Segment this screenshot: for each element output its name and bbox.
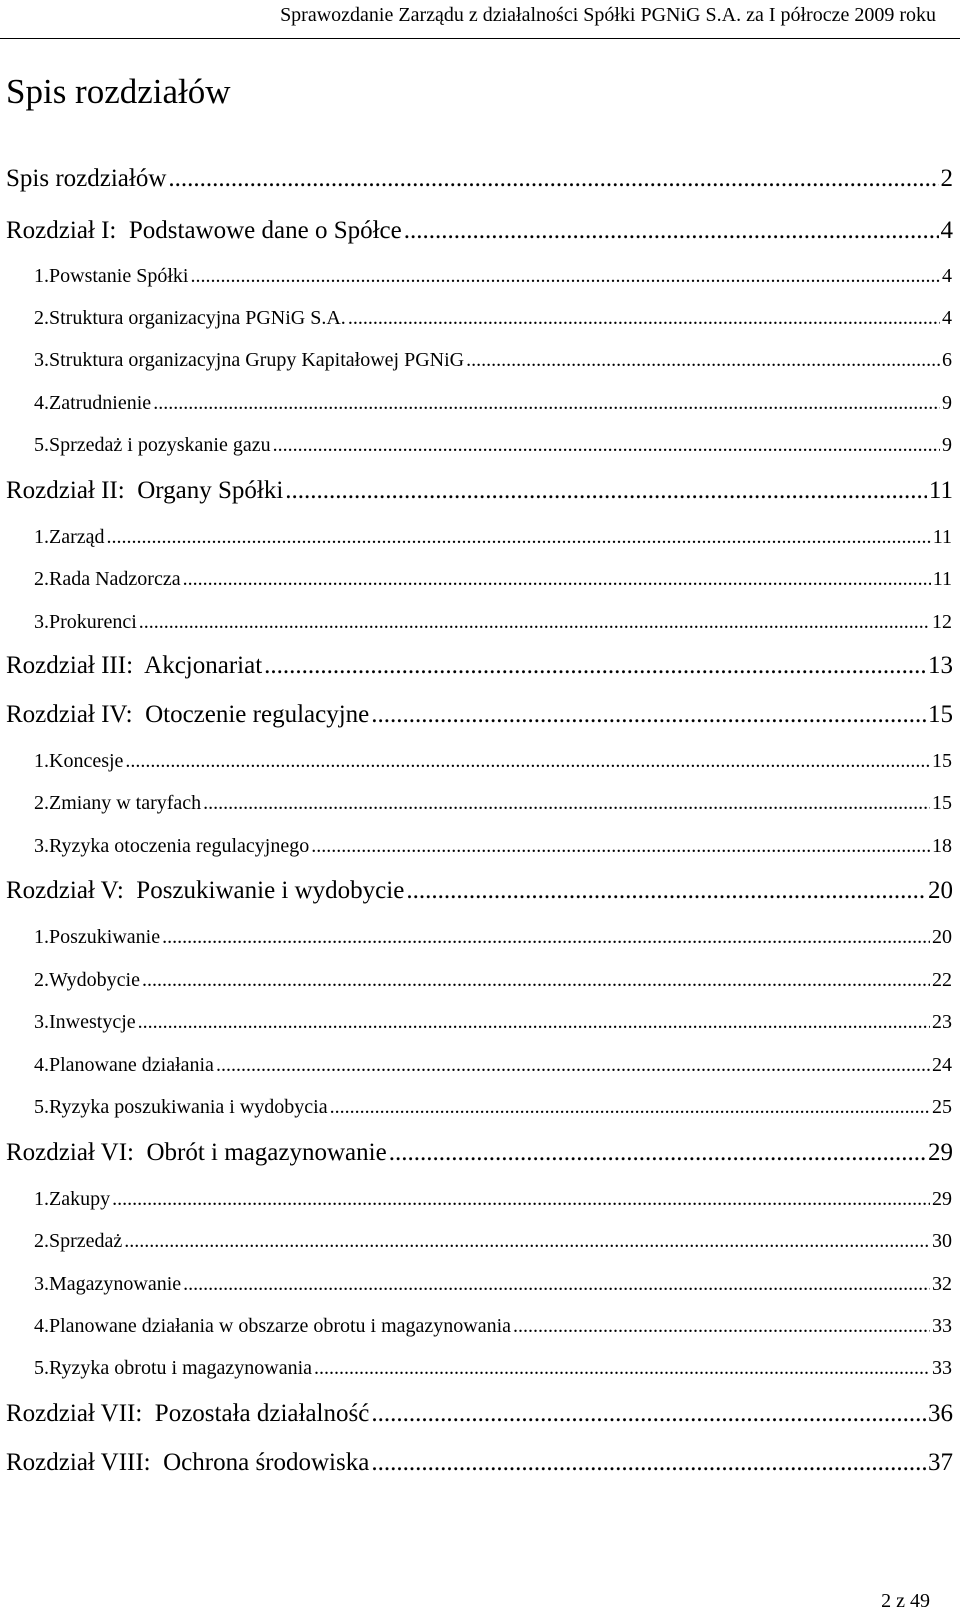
toc-dot-leader xyxy=(168,165,938,193)
toc-entry-label: Planowane działania xyxy=(49,1054,214,1076)
toc-entry[interactable] xyxy=(34,969,952,992)
toc-dot-leader xyxy=(404,217,939,245)
toc-entry-number: 1. xyxy=(34,926,49,948)
toc-entry[interactable] xyxy=(6,477,953,505)
toc-entry-label: Ryzyka obrotu i magazynowania xyxy=(49,1357,313,1379)
toc-entry-page: 25 xyxy=(932,1096,952,1118)
toc-entry-label: Rozdział V: Poszukiwanie i wydobycie xyxy=(6,877,405,904)
toc-entry[interactable] xyxy=(6,877,953,905)
toc-entry-page: 20 xyxy=(928,877,953,904)
toc-entry-page: 18 xyxy=(932,835,952,857)
toc-entry[interactable] xyxy=(34,349,952,372)
toc-entry-number: 4. xyxy=(34,1315,49,1337)
toc-dot-leader xyxy=(406,877,926,905)
toc-dot-leader xyxy=(273,434,940,457)
toc-entry-label: Poszukiwanie xyxy=(49,926,161,948)
toc-dot-leader xyxy=(183,568,931,591)
toc-entry-label: Ryzyka poszukiwania i wydobycia xyxy=(49,1096,328,1118)
toc-entry-label: Struktura organizacyjna PGNiG S.A. xyxy=(49,307,346,329)
toc-dot-leader xyxy=(389,1139,926,1167)
toc-entry-page: 30 xyxy=(932,1230,952,1252)
toc-entry[interactable] xyxy=(34,750,952,773)
toc-entry-number: 4. xyxy=(34,392,49,414)
toc-entry[interactable] xyxy=(34,1357,952,1380)
page-title: Spis rozdziałów xyxy=(6,72,231,111)
toc-entry-label: Rozdział VI: Obrót i magazynowanie xyxy=(6,1139,387,1166)
toc-dot-leader xyxy=(162,926,930,949)
toc-entry-label: Spis rozdziałów xyxy=(6,165,167,192)
toc-entry-label: Sprzedaż i pozyskanie gazu xyxy=(49,434,271,456)
toc-entry-label: Rada Nadzorcza xyxy=(49,568,181,590)
toc-entry-label: Zarząd xyxy=(49,526,105,548)
toc-dot-leader xyxy=(183,1273,930,1296)
toc-entry-page: 37 xyxy=(928,1449,953,1476)
toc-entry[interactable] xyxy=(6,217,953,245)
toc-dot-leader xyxy=(112,1188,930,1211)
toc-entry-page: 9 xyxy=(942,434,952,456)
toc-entry-label: Magazynowanie xyxy=(49,1273,182,1295)
toc-entry[interactable] xyxy=(6,1139,953,1167)
toc-dot-leader xyxy=(285,477,927,505)
toc-entry-page: 33 xyxy=(932,1357,952,1379)
toc-entry[interactable] xyxy=(34,835,952,858)
toc-dot-leader xyxy=(466,349,940,372)
toc-entry-number: 3. xyxy=(34,1273,49,1295)
toc-entry-label: Koncesje xyxy=(49,750,124,772)
toc-entry-number: 5. xyxy=(34,1096,49,1118)
toc-entry[interactable] xyxy=(34,568,952,591)
toc-entry-page: 11 xyxy=(928,477,953,504)
toc-entry-page: 20 xyxy=(932,926,952,948)
toc-entry-page: 29 xyxy=(932,1188,952,1210)
toc-dot-leader xyxy=(330,1096,930,1119)
toc-entry[interactable] xyxy=(34,307,952,330)
toc-entry-number: 3. xyxy=(34,611,49,633)
toc-entry-label: Zakupy xyxy=(49,1188,111,1210)
toc-entry-number: 1. xyxy=(34,265,49,287)
toc-entry-page: 36 xyxy=(928,1400,953,1427)
toc-entry-number: 2. xyxy=(34,969,49,991)
toc-entry-number: 1. xyxy=(34,526,49,548)
toc-entry[interactable] xyxy=(34,1096,952,1119)
toc-entry-number: 2. xyxy=(34,1230,49,1252)
toc-dot-leader xyxy=(264,652,926,680)
toc-dot-leader xyxy=(314,1357,930,1380)
toc-dot-leader xyxy=(142,969,930,992)
toc-entry-label: Sprzedaż xyxy=(49,1230,123,1252)
toc-entry-label: Ryzyka otoczenia regulacyjnego xyxy=(49,835,310,857)
toc-dot-leader xyxy=(125,750,930,773)
toc-entry-number: 3. xyxy=(34,835,49,857)
toc-entry[interactable] xyxy=(34,1054,952,1077)
toc-entry-label: Zmiany w taryfach xyxy=(49,792,202,814)
toc-entry-number: 3. xyxy=(34,349,49,371)
toc-entry-label: Prokurenci xyxy=(49,611,137,633)
toc-entry-label: Rozdział IV: Otoczenie regulacyjne xyxy=(6,701,370,728)
toc-entry[interactable] xyxy=(6,652,953,680)
toc-dot-leader xyxy=(371,1449,926,1477)
toc-entry[interactable] xyxy=(6,701,953,729)
toc-dot-leader xyxy=(348,307,940,330)
toc-entry-label: Rozdział III: Akcjonariat xyxy=(6,652,263,679)
toc-entry-page: 2 xyxy=(940,165,953,192)
toc-entry-page: 12 xyxy=(932,611,952,633)
toc-entry[interactable] xyxy=(34,611,952,634)
toc-entry-label: Powstanie Spółki xyxy=(49,265,189,287)
toc-entry-page: 13 xyxy=(928,652,953,679)
toc-entry-label: Planowane działania w obszarze obrotu i magazynowania xyxy=(49,1315,512,1337)
toc-dot-leader xyxy=(203,792,930,815)
toc-entry-number: 2. xyxy=(34,568,49,590)
toc-entry[interactable] xyxy=(34,265,952,288)
toc-entry[interactable] xyxy=(34,526,952,549)
toc-entry-label: Inwestycje xyxy=(49,1011,136,1033)
toc-entry-number: 3. xyxy=(34,1011,49,1033)
toc-entry-number: 5. xyxy=(34,1357,49,1379)
toc-dot-leader xyxy=(138,1011,930,1034)
page-number: 2 z 49 xyxy=(881,1590,930,1612)
toc-entry-label: Rozdział VIII: Ochrona środowiska xyxy=(6,1449,370,1476)
toc-entry-label: Struktura organizacyjna Grupy Kapitałowej PGNiG xyxy=(49,349,465,371)
toc-entry[interactable] xyxy=(34,792,952,815)
page-header xyxy=(0,0,960,42)
toc-dot-leader xyxy=(371,701,926,729)
toc-dot-leader xyxy=(139,611,930,634)
toc-dot-leader xyxy=(216,1054,930,1077)
toc-entry-page: 4 xyxy=(942,265,952,287)
toc-entry-page: 9 xyxy=(942,392,952,414)
toc-entry[interactable] xyxy=(6,1400,953,1428)
toc-entry-page: 6 xyxy=(942,349,952,371)
toc-entry[interactable] xyxy=(34,392,952,415)
toc-entry-number: 1. xyxy=(34,1188,49,1210)
toc-dot-leader xyxy=(190,265,940,288)
toc-entry-number: 4. xyxy=(34,1054,49,1076)
toc-entry[interactable] xyxy=(6,1449,953,1477)
toc-entry[interactable] xyxy=(34,1315,952,1338)
toc-entry-page: 4 xyxy=(940,217,953,244)
toc-entry-label: Zatrudnienie xyxy=(49,392,152,414)
toc-entry-page: 15 xyxy=(932,750,952,772)
toc-entry-label: Rozdział I: Podstawowe dane o Spółce xyxy=(6,217,402,244)
toc-dot-leader xyxy=(124,1230,930,1253)
toc-entry-page: 33 xyxy=(932,1315,952,1337)
toc-entry[interactable] xyxy=(34,1188,952,1211)
toc-dot-leader xyxy=(513,1315,930,1338)
toc-entry-page: 29 xyxy=(928,1139,953,1166)
toc-entry[interactable] xyxy=(34,434,952,457)
toc-entry-number: 2. xyxy=(34,307,49,329)
toc-entry-page: 11 xyxy=(932,568,952,590)
toc-entry[interactable] xyxy=(34,1230,952,1253)
toc-entry-label: Rozdział VII: Pozostała działalność xyxy=(6,1400,370,1427)
toc-dot-leader xyxy=(311,835,930,858)
header-divider xyxy=(0,38,960,39)
toc-entry-page: 32 xyxy=(932,1273,952,1295)
toc-entry[interactable] xyxy=(34,1273,952,1296)
toc-entry-label: Wydobycie xyxy=(49,969,140,991)
toc-entry-label: Rozdział II: Organy Spółki xyxy=(6,477,284,504)
toc-entry-number: 5. xyxy=(34,434,49,456)
toc-entry-page: 11 xyxy=(932,526,952,548)
toc-entry-page: 23 xyxy=(932,1011,952,1033)
toc-entry-page: 22 xyxy=(932,969,952,991)
toc-dot-leader xyxy=(107,526,931,549)
toc-entry[interactable] xyxy=(34,926,952,949)
toc-entry-page: 15 xyxy=(932,792,952,814)
toc-entry[interactable] xyxy=(6,165,953,193)
toc-entry-page: 15 xyxy=(928,701,953,728)
toc-entry-number: 1. xyxy=(34,750,49,772)
header-title: Sprawozdanie Zarządu z działalności Spółki PGNiG S.A. za I półrocze 2009 roku xyxy=(280,4,936,26)
toc-entry[interactable] xyxy=(34,1011,952,1034)
toc-dot-leader xyxy=(371,1400,926,1428)
toc-entry-page: 4 xyxy=(942,307,952,329)
toc-dot-leader xyxy=(153,392,940,415)
toc-entry-page: 24 xyxy=(932,1054,952,1076)
toc-entry-number: 2. xyxy=(34,792,49,814)
